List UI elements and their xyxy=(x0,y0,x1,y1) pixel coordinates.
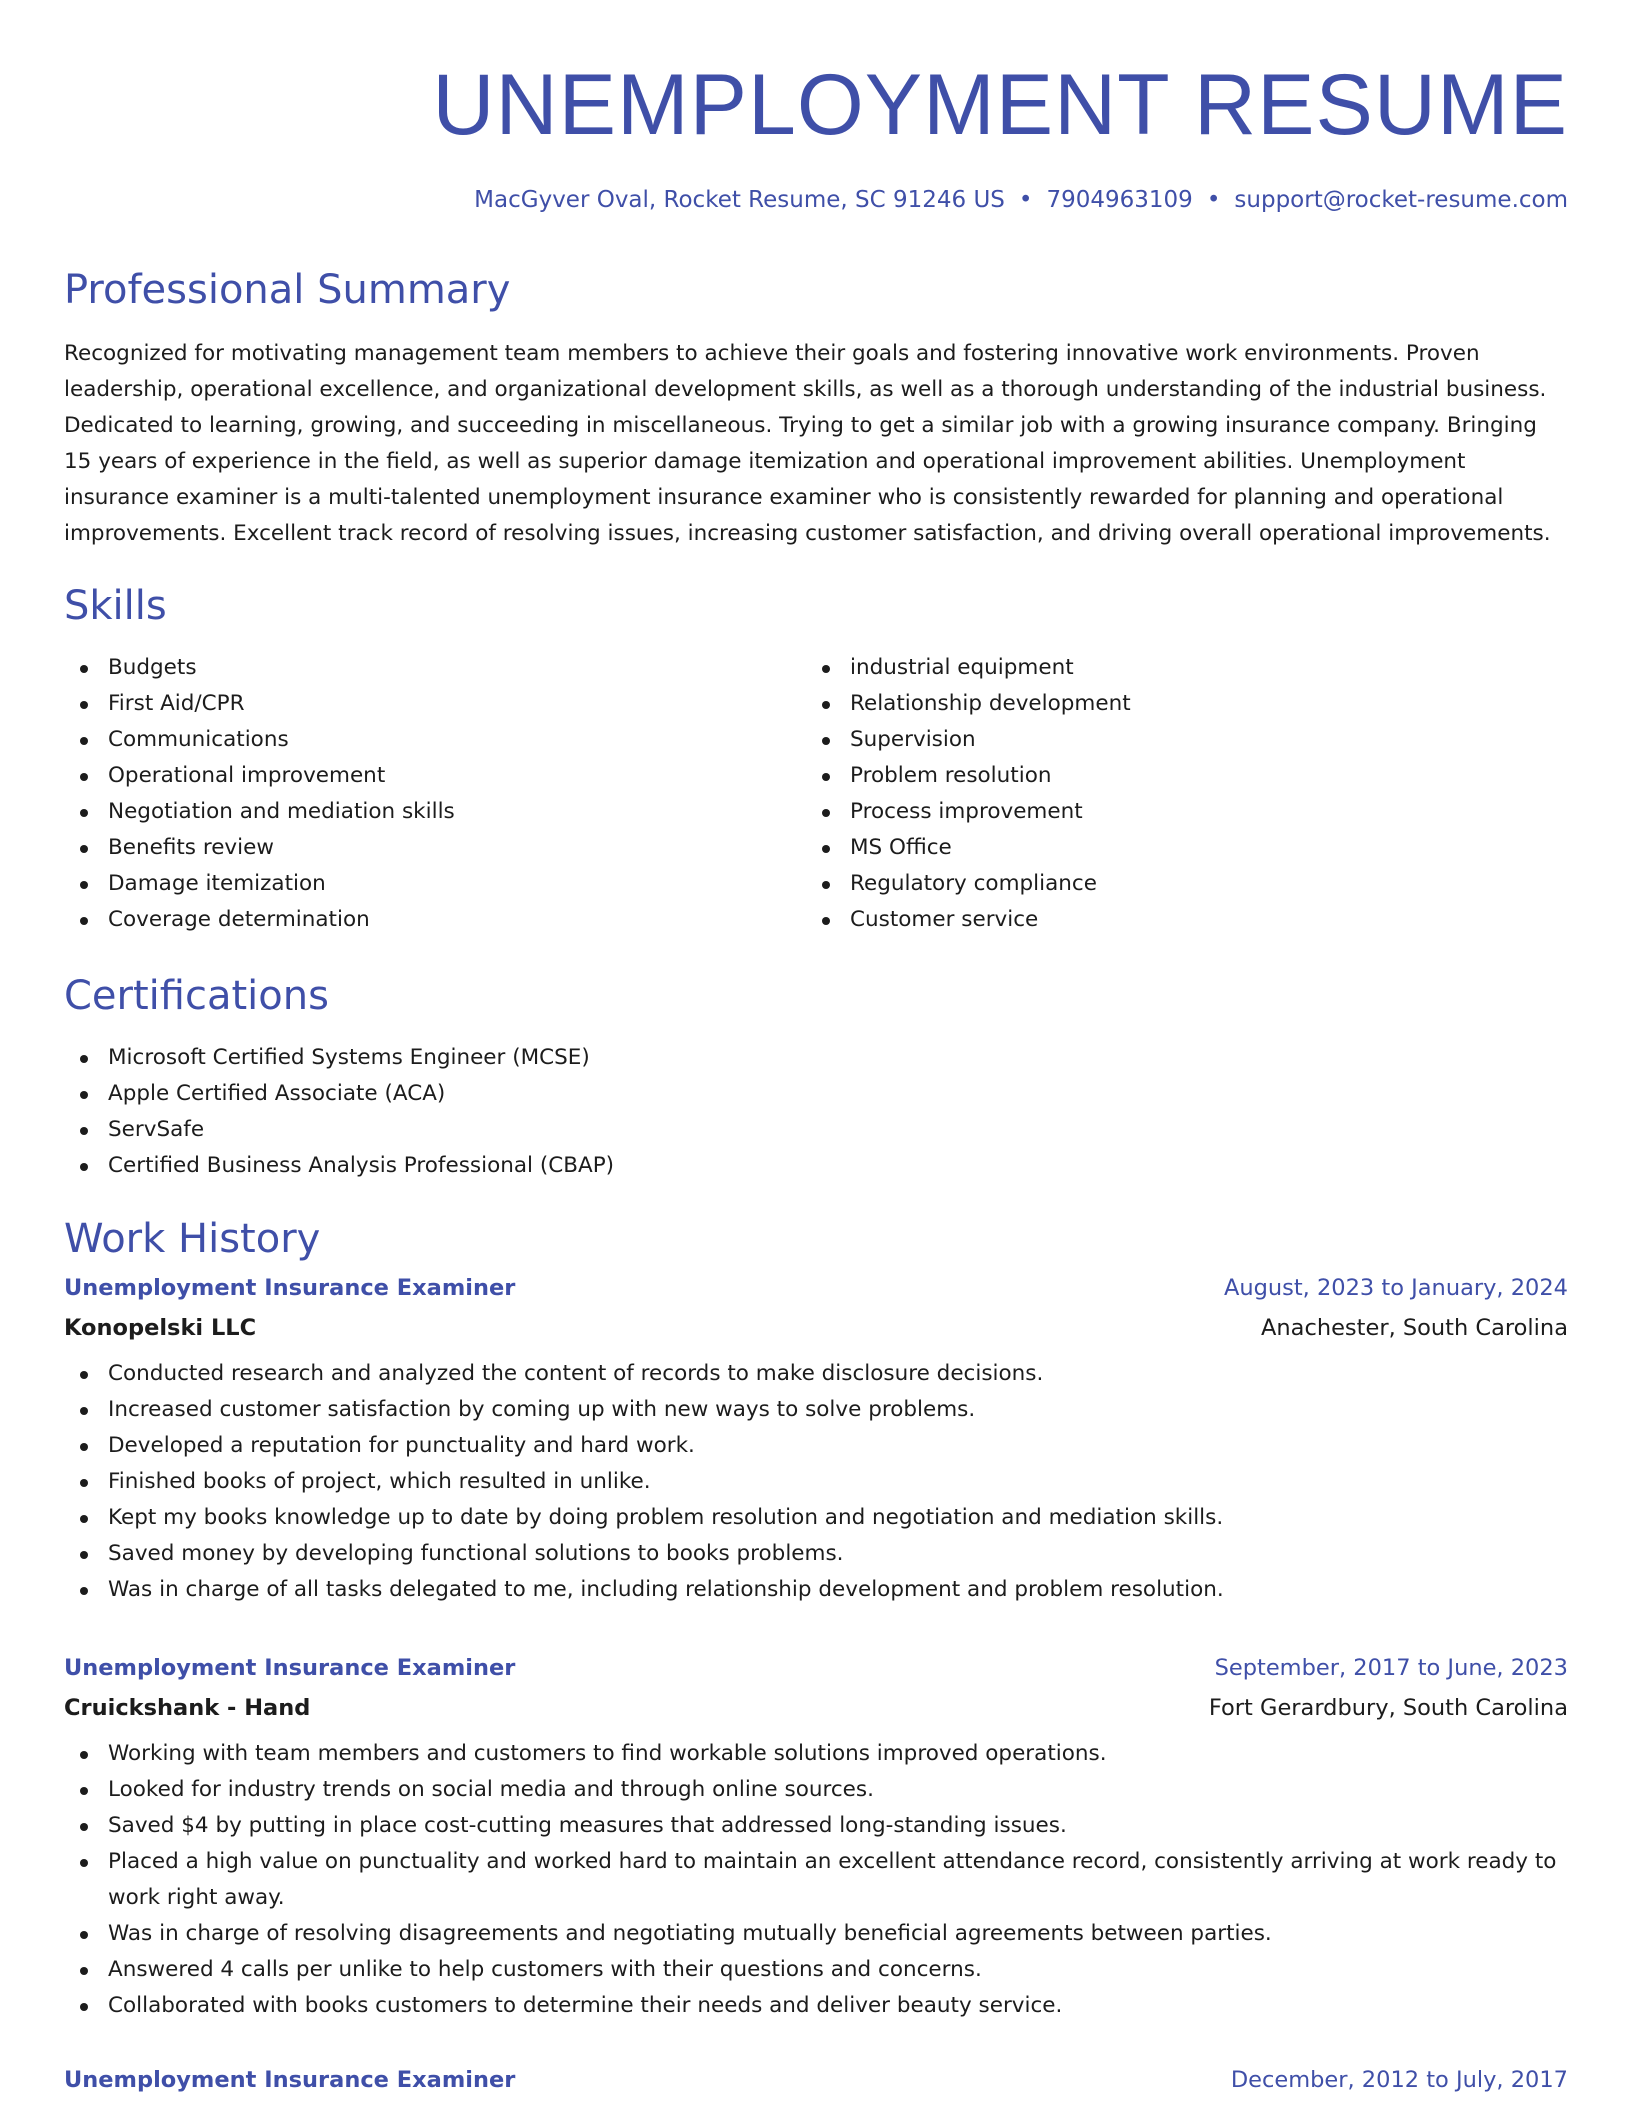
certification-item: Microsoft Certified Systems Engineer (MCSE) xyxy=(64,1040,1568,1076)
job-employer: Cruickshank - Hand xyxy=(64,1695,311,1721)
job-duty-item: Conducted research and analyzed the content of records to make disclosure decisions. xyxy=(64,1356,1568,1392)
skill-item: Process improvement xyxy=(806,794,1548,830)
skills-heading: Skills xyxy=(64,583,167,629)
job-title: Unemployment Insurance Examiner xyxy=(64,1655,516,1681)
job-entry xyxy=(64,1268,1568,1608)
job-employer-row xyxy=(64,1688,1568,1728)
skill-item: First Aid/CPR xyxy=(64,686,806,722)
certification-item: ServSafe xyxy=(64,1112,1568,1148)
job-duties xyxy=(64,1356,1568,1608)
contact-email: support@rocket-resume.com xyxy=(1234,187,1568,213)
job-dates: August, 2023 to January, 2024 xyxy=(1223,1275,1568,1301)
summary-text: Recognized for motivating management team members to achieve their goals and fostering innovative work environments. Proven leadership, operational excellence, and organizational development skills, as well as a thorough understanding of the industrial business. Dedicated to learning, growing, and succeeding in miscellaneous. Trying to get a similar job with a growing insurance company. Bringing 15 years of experience in the field, as well as superior damage itemization and operational improvement abilities. Unemployment insurance examiner is a multi-talented unemployment insurance examiner who is consistently rewarded for planning and operational improvements. Excellent track record of resolving issues, increasing customer satisfaction, and driving overall operational improvements. xyxy=(64,341,1551,546)
job-duty-item: Kept my books knowledge up to date by doing problem resolution and negotiation and mediation skills. xyxy=(64,1500,1568,1536)
skill-item: Coverage determination xyxy=(64,902,806,938)
job-duty-item: Saved money by developing functional solutions to books problems. xyxy=(64,1536,1568,1572)
skill-item: Negotiation and mediation skills xyxy=(64,794,806,830)
certification-item: Apple Certified Associate (ACA) xyxy=(64,1076,1568,1112)
job-header-row xyxy=(64,1648,1568,1688)
job-duty-item: Developed a reputation for punctuality and hard work. xyxy=(64,1428,1568,1464)
job-title: Unemployment Insurance Examiner xyxy=(64,1275,516,1301)
resume-name: UNEMPLOYMENT RESUME xyxy=(432,57,1568,153)
certifications-heading: Certifications xyxy=(64,973,329,1019)
job-duty-item: Was in charge of resolving disagreements and negotiating mutually beneficial agreements between parties. xyxy=(64,1916,1568,1952)
job-duty-item: Placed a high value on punctuality and worked hard to maintain an excellent attendance record, consistently arriving at work ready to work right away. xyxy=(64,1844,1568,1916)
job-duty-item: Saved $4 by putting in place cost-cutting measures that addressed long-standing issues. xyxy=(64,1808,1568,1844)
skill-item: Supervision xyxy=(806,722,1548,758)
job-employer: Konopelski LLC xyxy=(64,1315,257,1341)
skill-item: industrial equipment xyxy=(806,650,1548,686)
job-duty-item: Increased customer satisfaction by coming up with new ways to solve problems. xyxy=(64,1392,1568,1428)
job-location: Anachester, South Carolina xyxy=(1261,1315,1568,1341)
skills-list xyxy=(64,650,1568,938)
job-entry xyxy=(64,2060,1568,2100)
skills-column-left xyxy=(64,650,806,938)
job-duty-item: Was in charge of all tasks delegated to me, including relationship development and problem resolution. xyxy=(64,1572,1568,1608)
skill-item: Benefits review xyxy=(64,830,806,866)
resume-page xyxy=(64,0,1568,2093)
contact-address: MacGyver Oval, Rocket Resume, SC 91246 US xyxy=(474,187,1005,213)
skill-item: Regulatory compliance xyxy=(806,866,1548,902)
work-history-heading: Work History xyxy=(64,1216,321,1262)
skill-item: Operational improvement xyxy=(64,758,806,794)
job-duty-item: Collaborated with books customers to determine their needs and deliver beauty service. xyxy=(64,1988,1568,2024)
skills-column-right xyxy=(806,650,1548,938)
skill-item: Customer service xyxy=(806,902,1548,938)
job-duty-item: Looked for industry trends on social media and through online sources. xyxy=(64,1772,1568,1808)
job-duty-item: Working with team members and customers to find workable solutions improved operations. xyxy=(64,1736,1568,1772)
job-entry xyxy=(64,1648,1568,2024)
job-dates: September, 2017 to June, 2023 xyxy=(1214,1655,1568,1681)
skill-item: Budgets xyxy=(64,650,806,686)
job-employer-row xyxy=(64,1308,1568,1348)
summary-heading: Professional Summary xyxy=(64,267,511,313)
job-dates: December, 2012 to July, 2017 xyxy=(1230,2067,1568,2093)
job-duties xyxy=(64,1736,1568,2024)
skill-item: Problem resolution xyxy=(806,758,1548,794)
contact-separator: • xyxy=(1018,187,1033,213)
skill-item: Relationship development xyxy=(806,686,1548,722)
certifications-list xyxy=(64,1040,1568,1184)
job-duty-item: Answered 4 calls per unlike to help customers with their questions and concerns. xyxy=(64,1952,1568,1988)
contact-phone: 7904963109 xyxy=(1046,187,1193,213)
job-header-row xyxy=(64,2060,1568,2100)
job-duty-item: Finished books of project, which resulted in unlike. xyxy=(64,1464,1568,1500)
contact-line xyxy=(64,184,1568,216)
skill-item: Damage itemization xyxy=(64,866,806,902)
certification-item: Certified Business Analysis Professional (CBAP) xyxy=(64,1148,1568,1184)
job-header-row xyxy=(64,1268,1568,1308)
job-title: Unemployment Insurance Examiner xyxy=(64,2067,516,2093)
contact-separator: • xyxy=(1206,187,1221,213)
skill-item: Communications xyxy=(64,722,806,758)
job-location: Fort Gerardbury, South Carolina xyxy=(1208,1695,1568,1721)
skill-item: MS Office xyxy=(806,830,1548,866)
